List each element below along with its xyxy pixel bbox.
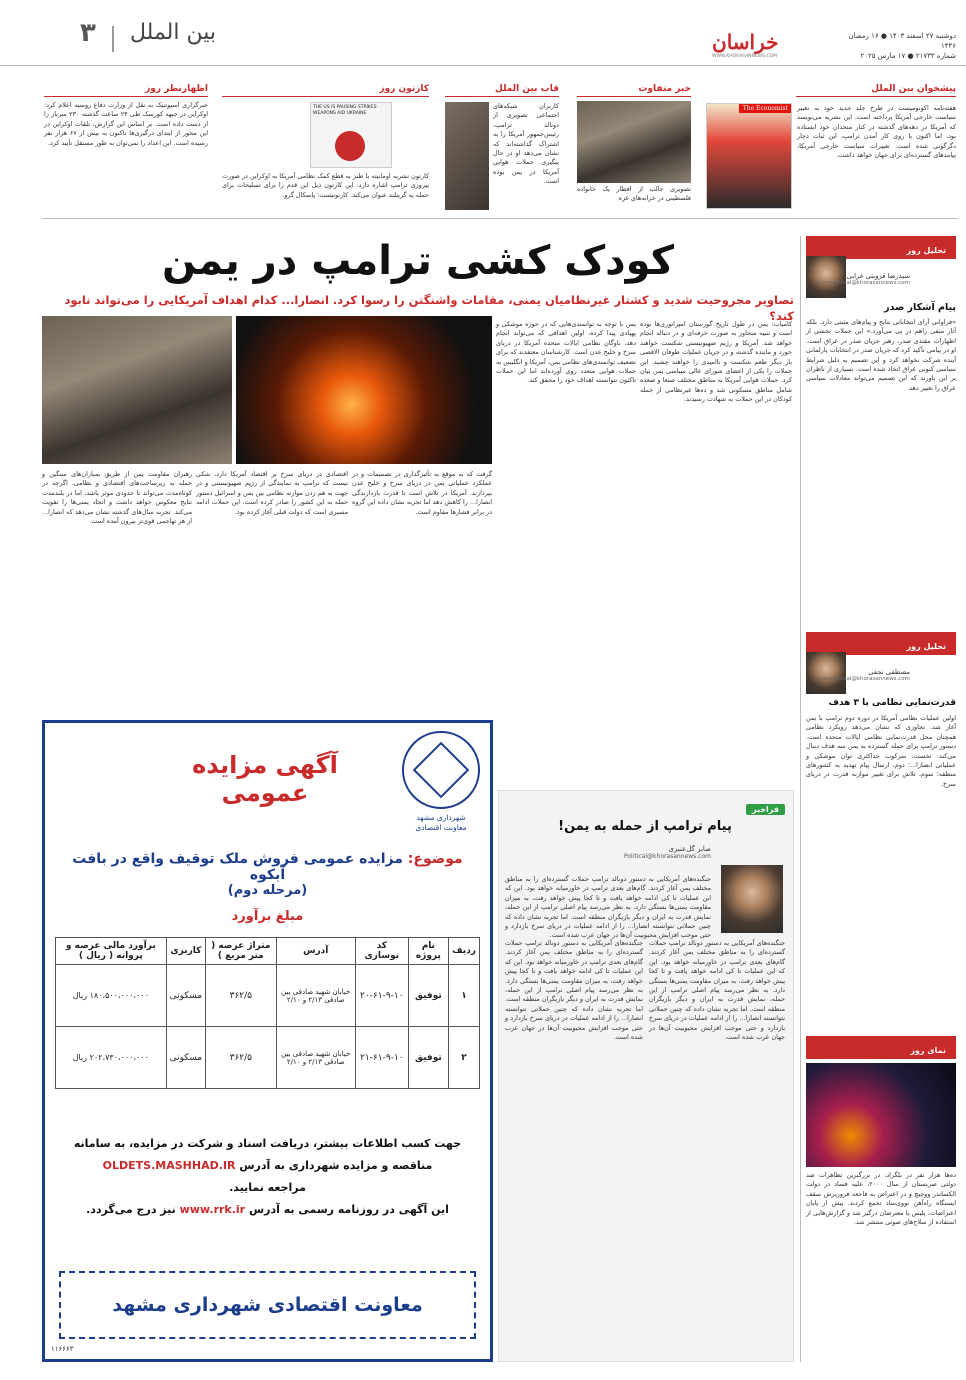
ad-estimate-label: مبلغ برآورد [231, 909, 304, 924]
ad-code: ۱۱۶۶۶۳ [51, 1345, 74, 1353]
right-analysis-2 [806, 632, 956, 1032]
cartoon-caption: کارتون نشریه اومانیته با طنز به قطع کمک نظامی آمریکا به اوکراین در صورت پیروزی ترامپ اشاره دارد. این کارتون ذیل این قدم را برای تسلیحات برای حمله به گرینلند عنوان می‌کند. کارتونیست: پاسکال گرو. [222, 172, 429, 199]
ad-stage: (مرحله دوم) [227, 883, 308, 898]
opinion-text-col1: جنگنده‌های آمریکایی به دستور دونالد ترامپ حملات گسترده‌ای را به مناطق مختلف یمن آغاز کردند. گام‌های بعدی ترامپ در خاورمیانه خواهد بود. این که این عملیات تا کی ادامه خواهد یافت و تا کجا پیش خواهد رفت، به میزان مقاومت یمنی‌ها بستگی دارد. به نظر می‌رسد پیام اصلی ترامپ از این حمله، نمایش قدرت به ایران و دیگر بازیگران منطقه است. اما تجربه نشان داده که چنین حملاتی نتوانسته انصارا... را از ادامه عملیات در دریای سرخ بازدارد و حتی موجب افزایش محبوبیت آن‌ها در جهان عرب شده است. [649, 939, 785, 1042]
cartoon-box: کارتون روز THE US IS PAUSING STRIKES WEAPONS AID UKRAINE کارتون نشریه اومانیته با طنز به قطع کمک نظامی آمریکا به اوکراین در صورت پیروزی ترامپ اشاره دارد. این کارتون ذیل این قدم را برای تسلیحات برای حمله به گرینلند عنوان می‌کند. کارتونیست: پاسکال گرو. [222, 84, 429, 214]
body-col-1: کامیاب: یمن در طول تاریخ گورستان امپراتوری‌ها بوده است و تنبیه متجاوز به صورت حرفه‌ای و در دنباله انجام خواهد شد. آمریکا و رژیم صهیونیستی شکست خواهند خورد و ماننده گذشته و در جریان عملیات طوفان الاقصی بار دیگر طعم شکست و ناامیدی را خواهند چشید. این جملات را یکی از اعضای شورای عالی سیاسی یمن بیان کرد. حملات هوایی آمریکا به مناطق مختلف صنعا و صعده شامل مناطق مسکونی شد و ده‌ها غیرنظامی از جمله کودکان در این حملات به شهادت رسیدند. [640, 320, 792, 404]
opinion-label: فراخبر [746, 804, 785, 815]
analysis-2-author: مصطفی نجفی [868, 668, 910, 676]
ad-info-url[interactable]: OLDETS.MASHHAD.IR [102, 1159, 236, 1172]
opinion-author: صابر گل‌عنبری [668, 845, 711, 853]
body-col-4: اقتصادی در دریای سرخ بر اقتصاد آمریکا دارد، شکی نیست که ترامپ به نمایندگی از رژیم صهیونیستی و در جهت به هم زدن موازنه نظامی بین یمن و اسرائیل دستور حمله به این کشور را صادر کرده است. این حملات ادامه مسیری است که دولت قبلی آغاز کرده بود. [196, 470, 348, 516]
page-header [0, 0, 966, 66]
col-project: نام پروژه [408, 938, 448, 965]
date-block: دوشنبه ۲۷ اسفند ۱۴۰۳ ● ۱۶ رمضان ۱۴۴۶ شماره ۲۱۷۳۳ ● ۱۷ مارس ۲۰۲۵ [848, 32, 956, 60]
opinion-box [498, 790, 794, 1362]
ad-footer: معاونت اقتصادی شهرداری مشهد [112, 1294, 423, 1316]
body-col-3: گرفت که به موقع به تأثیرگذاری در تصمیمات و در عملکرد عملیاتی یمن در دریای سرخ و خلیج عدن بپردازند. آمریکا در تلاش است تا قدرت بازدارندگی انصارا... را کاهش دهد اما تجربه نشان داده این گروه در برابر فشارها مقاوم است. [352, 470, 492, 516]
ad-rrk-url[interactable]: www.rrk.ir [179, 1203, 246, 1216]
header-divider [112, 26, 114, 52]
opinion-text-top: جنگنده‌های آمریکایی به دستور دونالد ترامپ حملات گسترده‌ای را به مناطق مختلف یمن آغاز کردند. گام‌های بعدی ترامپ در خاورمیانه خواهد بود. این که این عملیات تا کی ادامه خواهد یافت و تا کجا پیش خواهد رفت، به میزان مقاومت یمنی‌ها بستگی دارد. به نظر می‌رسد پیام اصلی ترامپ از این حمله، نمایش قدرت به ایران و دیگر بازیگران منطقه است. اما تجربه نشان داده که چنین حملاتی نتوانسته انصارا... را از ادامه عملیات در دریای سرخ بازدارد و حتی موجب افزایش محبوبیت آن‌ها در جهان عرب شده است. [505, 875, 711, 940]
analysis-1-author: سیدرضا قزوینی غرابی [846, 272, 910, 280]
belgrade-photo [806, 1063, 956, 1167]
ad-table [55, 937, 480, 1089]
ad-subject: موضوع: مزایده عمومی فروش ملک توقیف واقع در بافت آبکوه [72, 851, 463, 883]
pishkhan-text: هفته‌نامه اکونومیست در طرح جلد جدید خود به تغییر سیاست خارجی آمریکا پرداخته است. این نشریه می‌نویسد که آمریکا در دهه‌های گذشته در کنار متحدان خود ایستاده بود، اما اکنون با روی کار آمدن ترامپ، این ثبات دچار دگرگونی شده است. تغییرات سیاست خارجی آمریکا، پیامدهای گسترده‌ای برای جهان خواهد داشت. [797, 104, 956, 160]
table-row: ۲ توفیق ۲۱-۶۱-۹-۱۰ خیابان شهید صادقی بین صادقی ۲/۱۳ و ۲/۱۰ ۳۶۲/۵ مسکونی ۲۰۲،۷۳۰،۰۰۰،۰۰۰ ریال [56, 1027, 480, 1089]
cartoon-image: THE US IS PAUSING STRIKES WEAPONS AID UKRAINE [310, 102, 392, 168]
qab-text: کاربران شبکه‌های اجتماعی تصویری از دونالد ترامپ، رئیس‌جمهور آمریکا را به اشتراک گذاشته‌اند که نشان می‌دهد او در حال پیگیری حملات هوایی آمریکا در یمن بوده است. [493, 102, 559, 186]
table-row: ۱ توفیق ۲۰-۶۱-۹-۱۰ خیابان شهید صادقی بین صادقی ۲/۱۳ و ۲/۱۰ ۳۶۲/۵ مسکونی ۱۸۰،۵۰۰،۰۰۰،۰۰۰ ریال [56, 965, 480, 1027]
analysis-2-text: اولین عملیات نظامی آمریکا در دوره دوم ترامپ با یمن آغاز شد. تجاوزی که نشان می‌دهد رویکرد نظامی همچنان محل قدرت‌نمایی نظامی ایالات متحده است. دستور ترامپ برای حمله گسترده به یمن سه هدف دنبال می‌کند: نخست، سرکوب حداکثری توان موشکی و عملیاتی انصارا...؛ دوم، ارسال پیام تهدید به کشورهای منطقه؛ سوم، تلاش برای تغییر موازنه قدرت در دریای سرخ. [806, 714, 956, 788]
gaza-iftar-caption: تصویری جالب از افطار یک خانواده فلسطینی در خرابه‌های غزه [577, 185, 691, 203]
newspaper-logo: خراسان [712, 30, 779, 54]
municipality-emblem-icon [402, 731, 480, 809]
ezhar-box: اظهارنظر روز خبرگزاری اسپوتنیک به نقل از وزارت دفاع روسیه اعلام کرد: اوکراین در جبهه کورسک طی ۲۴ ساعت گذشته ۲۳۰ سرباز را از دست داده است. بر اساس این گزارش، تلفات اوکراین در این محور از ابتدای درگیری‌ها تاکنون به بیش از ۶۷ هزار نفر رسیده است. این اعداد را نمی‌توان به طور مستقل تأیید کرد. [44, 84, 208, 214]
opinion-author-photo [721, 865, 783, 933]
ad-title: آگهی مزایده عمومی [192, 751, 338, 807]
col-estimate: برآورد مالی عرصه و پروانه ( ریال ) [56, 938, 167, 965]
body-col-2: یمن با توجه به توانمندی‌هایی که در حوزه موشکی و پهپادی پیدا کرده، اولین اهدافی که می‌تواند انجام دهد، ناوگان نظامی ایالات متحده آمریکا در دریای سرخ و خلیج عدن است. کارشناسان معتقدند که برای تضعیف توانمندی‌های نظامی یمن، آمریکا و انگلیس به حملات هوایی متعدد روی آورده‌اند اما این حملات تاکنون نتوانسته اهداف خود را محقق کند. [496, 320, 636, 385]
ad-info: جهت کسب اطلاعات بیشتر، دریافت اسناد و شرکت در مزایده، به سامانه مناقصه و مزایده شهرداری به آدرس OLDETS.MASHHAD.IR مراجعه نمایید. این آگهی در روزنامه رسمی به آدرس www.rrk.ir نیز درج می‌گردد. [73, 1137, 462, 1216]
auction-ad [42, 720, 493, 1362]
economist-cover: The Economist [706, 103, 792, 209]
opinion-title: پیام ترامپ از حمله به یمن! [558, 819, 732, 834]
opinion-text-col2: جنگنده‌های آمریکایی به دستور دونالد ترامپ حملات گسترده‌ای را به مناطق مختلف یمن آغاز کردند. گام‌های بعدی ترامپ در خاورمیانه خواهد بود. این که این عملیات تا کی ادامه خواهد یافت و تا کجا پیش خواهد رفت، به میزان مقاومت یمنی‌ها بستگی دارد. به نظر می‌رسد پیام اصلی ترامپ از این حمله، نمایش قدرت به ایران و دیگر بازیگران منطقه است. اما تجربه نشان داده که چنین حملاتی نتوانسته انصارا... را از ادامه عملیات در دریای سرخ بازدارد و حتی موجب افزایش محبوبیت آن‌ها در جهان عرب شده است. [505, 939, 643, 1042]
fire-photo [236, 316, 492, 464]
main-headline: کودک کشی ترامپ در یمن [161, 238, 675, 284]
analysis-2-label: تحلیل روز [901, 641, 952, 652]
page-number: ۳ [80, 18, 96, 48]
gaza-iftar-photo [577, 101, 691, 183]
col-radif: ردیف [449, 938, 480, 965]
opinion-email: Political@khorasannews.com [623, 853, 711, 860]
trump-photo [445, 102, 489, 210]
col-address: آدرس [276, 938, 355, 965]
right-analysis-1 [806, 236, 956, 628]
top-strip-divider [42, 218, 958, 219]
qab-box: قاب بین الملل کاربران شبکه‌های اجتماعی تصویری از دونالد ترامپ، رئیس‌جمهور آمریکا را به اشتراک گذاشته‌اند که نشان می‌دهد او در حال پیگیری حملات هوایی آمریکا در یمن بوده است. [445, 84, 559, 214]
col-code: کد نوسازی [355, 938, 408, 965]
khabar-motafavet: خبر متفاوت تصویری جالب از افطار یک خانواده فلسطینی در خرابه‌های غزه [577, 84, 691, 203]
ezhar-text: خبرگزاری اسپوتنیک به نقل از وزارت دفاع روسیه اعلام کرد: اوکراین در جبهه کورسک طی ۲۴ ساعت گذشته ۲۳۰ سرباز را از دست داده است. بر اساس این گزارش، تلفات اوکراین در این محور از ابتدای درگیری‌ها تاکنون به بیش از ۶۷ هزار نفر رسیده است. این اعداد را نمی‌توان به طور مستقل تأیید کرد. [44, 101, 209, 147]
ad-org-line1: شهرداری مشهد [416, 813, 466, 822]
col-area: متراژ عرصه ( متر مربع ) [206, 938, 276, 965]
ad-footer-box [59, 1271, 476, 1339]
ad-org-line2: معاونت اقتصادی [415, 823, 467, 832]
col-usage: کاربری [166, 938, 205, 965]
body-col-5: رهبران مقاومت یمن از طریق بمباران‌های سنگین و حمله به زیرساخت‌های اقتصادی و نظامی، اگرچه در کوتاه‌مدت می‌تواند تا حدودی موثر باشد، اما در بلندمدت نتایج معکوس خواهد داشت و اتحاد یمنی‌ها را تقویت می‌کند. تجربه سال‌های گذشته نشان می‌دهد که انصارا... از هر تهاجمی قوی‌تر بیرون آمده است. [42, 470, 192, 526]
analysis-1-title: پیام آشکار صدر [884, 302, 956, 313]
analysis-1-text: «فراوانی آرای انتخاباتی نتایج و پیام‌های مثبتی دارد. بلکه آثار منفی راهم در پی می‌آورد.» این جملات بخشی از اظهارات مقتدی صدر، رهبر جریان صدر در عراق است. او در پیامی تأکید کرد که جریان صدر در انتخابات پارلمانی آینده شرکت نخواهد کرد و این تصمیم به دلیل شرایط سیاسی کنونی عراق اتخاذ شده است. بسیاری از ناظران بر این باورند که این تصمیم می‌تواند معادلات سیاسی عراق را تغییر دهد. [806, 318, 956, 392]
nama-caption: ده‌ها هزار نفر در بلگراد، در بزرگترین تظاهرات ضد دولتی صربستان از سال ۲۰۰۰، علیه فساد در دولت الکساندر ووچیچ و در اعتراض به فاجعه فروریزش سقف ایستگاه راه‌آهن نووی‌ساد تجمع کردند. پیش از پایان اعتراضات، پلیس با معترضان درگیر شد و گزارش‌هایی از استفاده از سلاح‌های صوتی منتشر شد. [806, 1171, 956, 1227]
logo-url: WWW.KHORASANNEWS.COM [712, 54, 778, 59]
analysis-1-email: international@khorasannews.com [816, 280, 910, 286]
analysis-2-email: international@khorasannews.com [816, 676, 910, 682]
section-title: بین الملل [130, 20, 216, 45]
nama-label: نمای روز [904, 1045, 952, 1056]
rubble-photo [42, 316, 232, 464]
analysis-1-label: تحلیل روز [901, 245, 952, 256]
main-subhead: تصاویر مجروحیت شدید و کشتار غیرنظامیان یمنی، مقامات واشنگتن را رسوا کرد. انصارا... کدام اهداف آمریکایی را می‌تواند نابود کند؟ [64, 293, 794, 323]
right-nama [806, 1036, 956, 1362]
analysis-2-title: قدرت‌نمایی نظامی با ۳ هدف [828, 698, 956, 708]
pishkhan-title: پیشخوان بین الملل [796, 84, 956, 97]
right-col-divider [800, 236, 801, 1362]
